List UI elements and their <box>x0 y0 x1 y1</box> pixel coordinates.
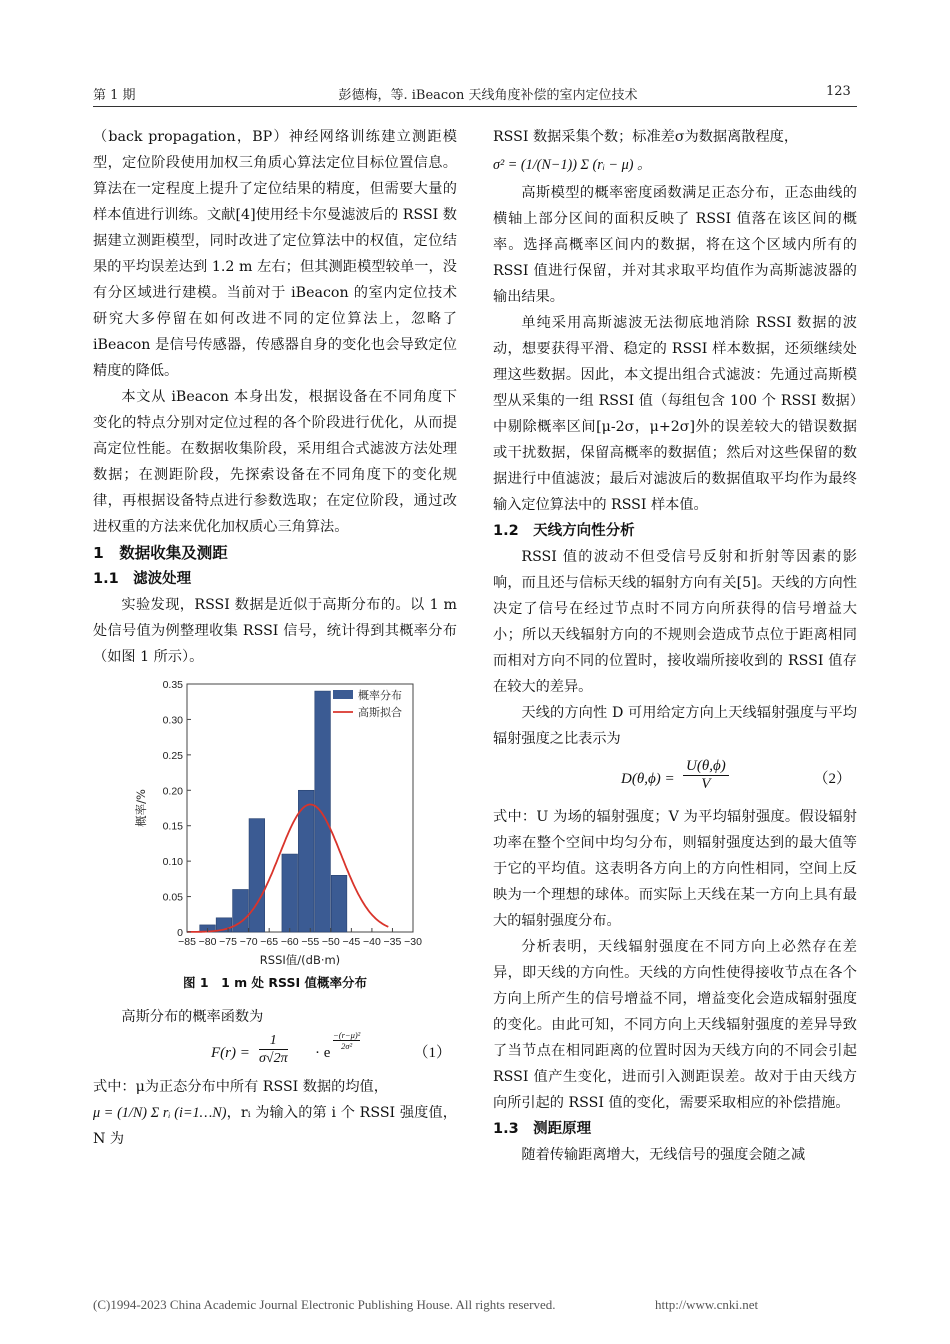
eq1-number: （1） <box>413 1045 451 1061</box>
eq1-numerator: 1 <box>259 1032 288 1050</box>
histogram-bar <box>315 691 331 932</box>
paragraph: 天线的方向性 D 可用给定方向上天线辐射强度与平均辐射强度之比表示为 <box>493 705 857 747</box>
paragraph: RSSI 值的波动不但受信号反射和折射等因素的影响，而且还与信标天线的辐射方向有关[5]。天线的方向性决定了信号在经过节点时不同方向所获得的信号增益大小；所以天线辐射方向的不规则会造成节点位于距离相同而相对方向不同的位置时，接收端所接收到的 RSSI 值存在较大的差异。 <box>493 549 857 695</box>
paragraph: 高斯模型的概率密度函数满足正态分布，正态曲线的横轴上部分区间的面积反映了 RSSI 值落在该区间的概率。选择高概率区间内的数据，将在这个区域内所有的 RSSI 值进行保留，并对其求取平均值作为高斯滤波器的输出结果。 <box>493 185 857 305</box>
eq1-denominator: σ√2π <box>259 1051 288 1066</box>
x-tick-label: −60 <box>280 936 299 948</box>
y-tick-label: 0.30 <box>162 714 183 727</box>
y-tick-label: 0.35 <box>162 679 183 691</box>
y-axis-label: 概率/% <box>134 789 148 827</box>
x-axis-label: RSSI值/(dB·m) <box>259 953 341 967</box>
paragraph: 式中：U 为场的辐射强度；V 为平均辐射强度。假设辐射功率在整个空间中均匀分布，则辐射强度达到的最大值等于它的平均值。这表明各方向上的方向性相同，空间上反映为一个理想的球体。而实际上天线在某一方向上具有最大的辐射强度分布。 <box>493 809 857 929</box>
x-tick-label: −50 <box>321 936 340 948</box>
x-tick-label: −55 <box>301 936 320 948</box>
x-tick-label: −45 <box>342 936 361 948</box>
eq2-denominator: V <box>701 776 711 792</box>
variance-formula: σ² = (1/(N−1)) Σ (rᵢ − μ) 。 <box>493 157 652 173</box>
cnki-link[interactable]: http://www.cnki.net <box>655 1297 759 1312</box>
mean-formula: μ = (1/N) Σ rᵢ (i=1…N) <box>93 1105 227 1121</box>
paragraph: 实验发现，RSSI 数据是近似于高斯分布的。以 1 m 处信号值为例整理收集 RSSI 信号，统计得到其概率分布（如图 1 所示）。 <box>93 597 457 665</box>
header-rule <box>93 106 857 107</box>
x-tick-label: −35 <box>383 936 402 948</box>
x-tick-label: −75 <box>219 936 237 948</box>
paragraph <box>93 1100 457 1152</box>
x-tick-label: −70 <box>239 936 258 948</box>
figure-caption: 图 1 1 m 处 RSSI 值概率分布 <box>183 975 367 990</box>
running-title: 彭德梅，等. iBeacon 天线角度补偿的室内定位技术 <box>338 88 638 103</box>
left-column <box>93 124 457 1152</box>
paragraph: 随着传输距离增大，无线信号的强度会随之减 <box>521 1147 806 1163</box>
eq2-fraction <box>683 758 729 793</box>
mean-formula-text: ，rᵢ 为输入的第 i 个 RSSI 强度值，N 为 <box>93 1105 457 1147</box>
subsection-heading: 1.3 测距原理 <box>493 1121 592 1137</box>
issue-label: 第 1 期 <box>93 88 136 103</box>
right-column <box>493 124 857 1168</box>
equation-1: F(r) = $\frac{1}{\sigma√2\pi}$ · e $\frac{\text{−(r−μ)²}}{\text{2σ²}}$ （1） <box>211 1030 451 1066</box>
y-tick-label: 0.15 <box>162 820 183 833</box>
y-tick-label: 0.05 <box>162 891 183 904</box>
paragraph: （back propagation，BP）神经网络训练建立测距模型，定位阶段使用加权三角质心算法定位目标位置信息。算法在一定程度上提升了定位结果的精度，但需要大量的样本值进行训练。文献[4]使用经卡尔曼滤波后的 RSSI 数据建立测距模型，同时改进了定位算法中的权值，定位结果的平均误差达到 1.2 m 左右；但其测距模型较单一，没有分区域进行建模。当前对于 iBeacon 的室内定位技术研究大多停留在如何改进不同的定位算法上，忽略了 iBeacon 是信号传感器，传感器自身的变化也会导致定位精度的降低。 <box>93 129 457 379</box>
histogram-bar <box>249 819 265 932</box>
y-tick-label: 0 <box>177 927 183 939</box>
subsection-heading: 1.1 滤波处理 <box>93 571 192 587</box>
y-tick-label: 0.20 <box>162 785 183 798</box>
page-number: 123 <box>826 84 851 99</box>
x-tick-label: −40 <box>363 936 381 948</box>
legend-bar-swatch <box>333 690 353 699</box>
x-tick-label: −65 <box>260 936 279 948</box>
x-tick-label: −85 <box>178 936 196 948</box>
paragraph: 本文从 iBeacon 本身出发，根据设备在不同角度下变化的特点分别对定位过程的各个阶段进行优化，从而提高定位性能。在数据收集阶段，采用组合式滤波方法处理数据；在测距阶段，先探索设备在不同角度下的变化规律，再根据设备特点进行参数选取；在定位阶段，通过改进权重的方法来优化加权质心三角算法。 <box>93 389 457 535</box>
eq2-lhs: D(θ,ϕ) = <box>621 771 675 787</box>
x-tick-label: −80 <box>198 936 217 948</box>
equation-2 <box>493 752 857 804</box>
legend-bar-label: 概率分布 <box>358 689 402 702</box>
histogram-bar <box>282 854 298 932</box>
x-tick-label: −30 <box>404 936 422 948</box>
subsection-heading: 1.2 天线方向性分析 <box>493 523 635 539</box>
y-tick-label: 0.10 <box>162 856 183 869</box>
paragraph: 高斯分布的概率函数为 <box>121 1009 264 1025</box>
eq1-exp-numerator: (r−μ)² <box>338 1030 361 1040</box>
y-tick-label: 0.25 <box>162 749 183 762</box>
eq2-number: （2） <box>813 771 851 787</box>
paragraph: 分析表明，天线辐射强度在不同方向上必然存在差异，即天线的方向性。天线的方向性使得接收节点在各个方向上所产生的信号增益不同，增益变化会造成辐射强度的变化。由此可知，不同方向上天线辐射强度的差异导致了当节点在相同距离的位置时因为天线方向的不同会引起 RSSI 值产生变化，进而引入测距误差。故对于由天线方向所引起的 RSSI 值的变化，需要采取相应的补偿措施。 <box>493 939 857 1111</box>
eq1-exp-denominator: 2σ² <box>333 1040 360 1051</box>
eq1-fraction <box>259 1032 288 1067</box>
eq1-exponent: $\frac{\text{−(r−μ)²}}{\text{2σ²}}$ <box>333 1030 361 1051</box>
paragraph: 式中：μ为正态分布中所有 RSSI 数据的均值， <box>93 1079 388 1095</box>
copyright-notice: (C)1994-2023 China Academic Journal Electronic Publishing House. All rights reserved. <box>93 1297 556 1312</box>
eq1-lhs: F(r) = <box>211 1045 250 1061</box>
paragraph: RSSI 数据采集个数；标准差σ为数据离散程度， <box>493 129 799 145</box>
section-heading: 1 数据收集及测距 <box>93 544 228 562</box>
legend-fit-label: 高斯拟合 <box>358 706 402 719</box>
histogram-bar <box>331 875 347 932</box>
rssi-probability-chart <box>125 670 425 970</box>
paragraph: 单纯采用高斯滤波无法彻底地消除 RSSI 数据的波动，想要获得平滑、稳定的 RSSI 样本数据，还须继续处理这些数据。因此，本文提出组合式滤波：先通过高斯模型从采集的一组 RSSI 值（每组包含 100 个 RSSI 数据）中剔除概率区间[μ-2σ，μ+2σ]外的误差较大的错误数据或干扰数据，保留高概率的数据值；然后对这些保留的数据进行中值滤波；最后对滤波后的数据值取平均作为最终输入定位算法中的 RSSI 样本值。 <box>493 315 857 513</box>
eq2-numerator: U(θ,ϕ) <box>683 758 729 776</box>
